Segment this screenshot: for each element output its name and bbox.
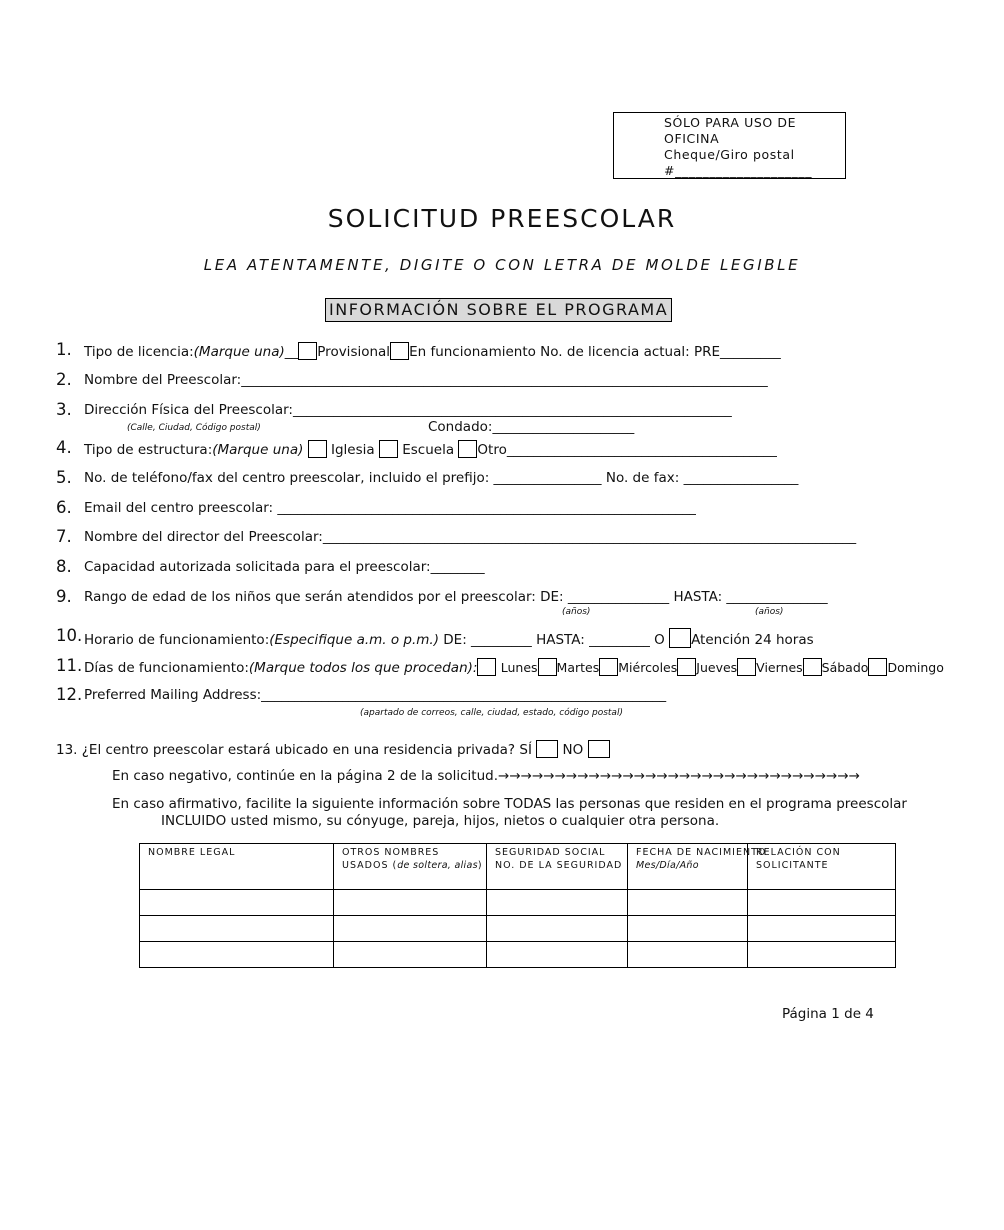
day-lunes: Lunes bbox=[500, 660, 538, 675]
col-header-relacion: RELACIÓN CON SOLICITANTE bbox=[748, 844, 896, 890]
q10-label: Horario de funcionamiento: bbox=[84, 632, 270, 648]
col-header-nombre-legal: NOMBRE LEGAL bbox=[140, 844, 334, 890]
office-line-2: OFICINA bbox=[664, 131, 720, 146]
q8-number: 8. bbox=[56, 557, 72, 576]
checkbox-lunes[interactable] bbox=[477, 658, 496, 676]
q9-unit-from: (años) bbox=[562, 607, 591, 617]
table-row bbox=[140, 942, 896, 968]
table-cell[interactable] bbox=[140, 890, 334, 916]
q3-hint: (Calle, Ciudad, Código postal) bbox=[127, 423, 261, 433]
q4-number: 4. bbox=[56, 438, 72, 457]
section-title: INFORMACIÓN SOBRE EL PROGRAMA bbox=[325, 298, 672, 322]
q11-hint: (Marque todos los que procedan): bbox=[248, 660, 478, 676]
q3-county-field[interactable]: Condado:_____________________ bbox=[428, 419, 635, 435]
q11-number: 11. bbox=[56, 656, 83, 675]
table-cell[interactable] bbox=[748, 916, 896, 942]
day-viernes: Viernes bbox=[756, 660, 803, 675]
q10-hours-field[interactable]: DE: _________ HASTA: _________ O bbox=[439, 632, 665, 648]
checkbox-en-funcionamiento[interactable] bbox=[390, 342, 409, 360]
day-jueves: Jueves bbox=[696, 660, 738, 675]
q5-number: 5. bbox=[56, 468, 72, 487]
q5-field[interactable]: No. de teléfono/fax del centro preescolar, incluido el prefijo: ________________ No. de fax: _________________ bbox=[84, 470, 799, 486]
q4-option-iglesia: Iglesia bbox=[330, 442, 375, 458]
table-cell[interactable] bbox=[487, 890, 628, 916]
day-sabado: Sábado bbox=[821, 660, 869, 675]
table-cell[interactable] bbox=[334, 890, 487, 916]
q2-number: 2. bbox=[56, 370, 72, 389]
q9-field[interactable]: Rango de edad de los niños que serán atendidos por el preescolar: DE: _______________ HASTA: _______________ bbox=[84, 589, 828, 605]
q12-field[interactable]: Preferred Mailing Address:____________________________________________________________ bbox=[84, 687, 667, 703]
q4-row bbox=[84, 440, 777, 458]
q7-number: 7. bbox=[56, 527, 72, 546]
table-cell[interactable] bbox=[628, 890, 748, 916]
table-cell[interactable] bbox=[334, 942, 487, 968]
q12-hint: (apartado de correos, calle, ciudad, estado, código postal) bbox=[360, 708, 623, 718]
checkbox-domingo[interactable] bbox=[868, 658, 887, 676]
office-line-1: SÓLO PARA USO DE bbox=[664, 115, 797, 130]
q7-field[interactable]: Nombre del director del Preescolar:_______________________________________________________________________________ bbox=[84, 529, 857, 545]
form-subtitle: LEA ATENTAMENTE, DIGITE O CON LETRA DE MOLDE LEGIBLE bbox=[203, 256, 801, 274]
q10-hint: (Especifique a.m. o p.m.) bbox=[269, 632, 439, 648]
q1-label: Tipo de licencia: bbox=[84, 344, 194, 360]
table-cell[interactable] bbox=[487, 916, 628, 942]
q2-field[interactable]: Nombre del Preescolar:______________________________________________________________________________ bbox=[84, 372, 768, 388]
q13-no-label: NO bbox=[562, 742, 584, 758]
office-line-3: Cheque/Giro postal bbox=[664, 147, 795, 162]
q13-row bbox=[56, 740, 610, 758]
q13-affirmative-note-1: En caso afirmativo, facilite la siguiente información sobre TODAS las personas que residen en el programa preescolar bbox=[112, 796, 907, 812]
q4-option-otro: Otro________________________________________ bbox=[477, 442, 777, 458]
table-cell[interactable] bbox=[140, 942, 334, 968]
table-row bbox=[140, 890, 896, 916]
col-header-otros-nombres: OTROS NOMBRES USADOS (de soltera, alias) bbox=[334, 844, 487, 890]
day-martes: Martes bbox=[556, 660, 600, 675]
table-cell[interactable] bbox=[628, 942, 748, 968]
q10-number: 10. bbox=[56, 626, 83, 645]
q13-question: 13. ¿El centro preescolar estará ubicado en una residencia privada? SÍ bbox=[56, 742, 532, 758]
q3-field[interactable]: Dirección Física del Preescolar:_________________________________________________________________ bbox=[84, 402, 732, 418]
q13-negative-note: En caso negativo, continúe en la página 2 de la solicitud.→→→→→→→→→→→→→→→→→→→→→→→→→→→→→→→→ bbox=[112, 768, 860, 784]
day-miercoles: Miércoles bbox=[618, 660, 678, 675]
checkbox-iglesia[interactable] bbox=[308, 440, 327, 458]
col-header-fecha-nacimiento: FECHA DE NACIMIENTO Mes/Día/Año bbox=[628, 844, 748, 890]
table-cell[interactable] bbox=[334, 916, 487, 942]
q1-option-funcionamiento: En funcionamiento No. de licencia actual: PRE_________ bbox=[409, 344, 781, 360]
checkbox-escuela[interactable] bbox=[379, 440, 398, 458]
q10-option-24h: Atención 24 horas bbox=[691, 632, 814, 648]
q1-number: 1. bbox=[56, 340, 72, 359]
q4-option-escuela: Escuela bbox=[402, 442, 455, 458]
table-header-row bbox=[140, 844, 896, 890]
q1-row bbox=[84, 342, 781, 360]
office-line-4: #____________________ bbox=[664, 163, 813, 178]
q9-unit-to: (años) bbox=[755, 607, 784, 617]
table-cell[interactable] bbox=[748, 890, 896, 916]
q6-field[interactable]: Email del centro preescolar: ______________________________________________________________ bbox=[84, 500, 696, 516]
form-title: SOLICITUD PREESCOLAR bbox=[327, 204, 677, 233]
table-row bbox=[140, 916, 896, 942]
checkbox-sabado[interactable] bbox=[803, 658, 822, 676]
q13-affirmative-note-2: INCLUIDO usted mismo, su cónyuge, pareja, hijos, nietos o cualquier otra persona. bbox=[161, 813, 720, 829]
col-header-seguridad-social: SEGURIDAD SOCIAL NO. DE LA SEGURIDAD bbox=[487, 844, 628, 890]
q10-row bbox=[84, 628, 814, 648]
q8-field[interactable]: Capacidad autorizada solicitada para el preescolar:________ bbox=[84, 559, 485, 575]
table-cell[interactable] bbox=[748, 942, 896, 968]
checkbox-no[interactable] bbox=[588, 740, 610, 758]
checkbox-otro[interactable] bbox=[458, 440, 477, 458]
checkbox-jueves[interactable] bbox=[677, 658, 696, 676]
q6-number: 6. bbox=[56, 498, 72, 517]
table-cell[interactable] bbox=[628, 916, 748, 942]
table-cell[interactable] bbox=[487, 942, 628, 968]
q3-number: 3. bbox=[56, 400, 72, 419]
checkbox-provisional[interactable] bbox=[298, 342, 317, 360]
q4-hint: (Marque una) bbox=[212, 442, 304, 458]
q4-label: Tipo de estructura: bbox=[84, 442, 213, 458]
checkbox-miercoles[interactable] bbox=[599, 658, 618, 676]
q11-row bbox=[84, 658, 944, 676]
checkbox-24-horas[interactable] bbox=[669, 628, 691, 648]
checkbox-viernes[interactable] bbox=[737, 658, 756, 676]
checkbox-martes[interactable] bbox=[538, 658, 557, 676]
q11-label: Días de funcionamiento: bbox=[84, 660, 249, 676]
q1-hint: (Marque una) bbox=[193, 344, 285, 360]
table-cell[interactable] bbox=[140, 916, 334, 942]
q9-number: 9. bbox=[56, 587, 72, 606]
q12-number: 12. bbox=[56, 685, 83, 704]
day-domingo: Domingo bbox=[887, 660, 944, 675]
residents-table bbox=[139, 843, 896, 968]
office-use-box bbox=[613, 112, 846, 179]
page-number: Página 1 de 4 bbox=[782, 1006, 874, 1022]
q1-blank: __ bbox=[284, 344, 299, 360]
checkbox-si[interactable] bbox=[536, 740, 558, 758]
q1-option-provisional: Provisional bbox=[317, 344, 391, 360]
